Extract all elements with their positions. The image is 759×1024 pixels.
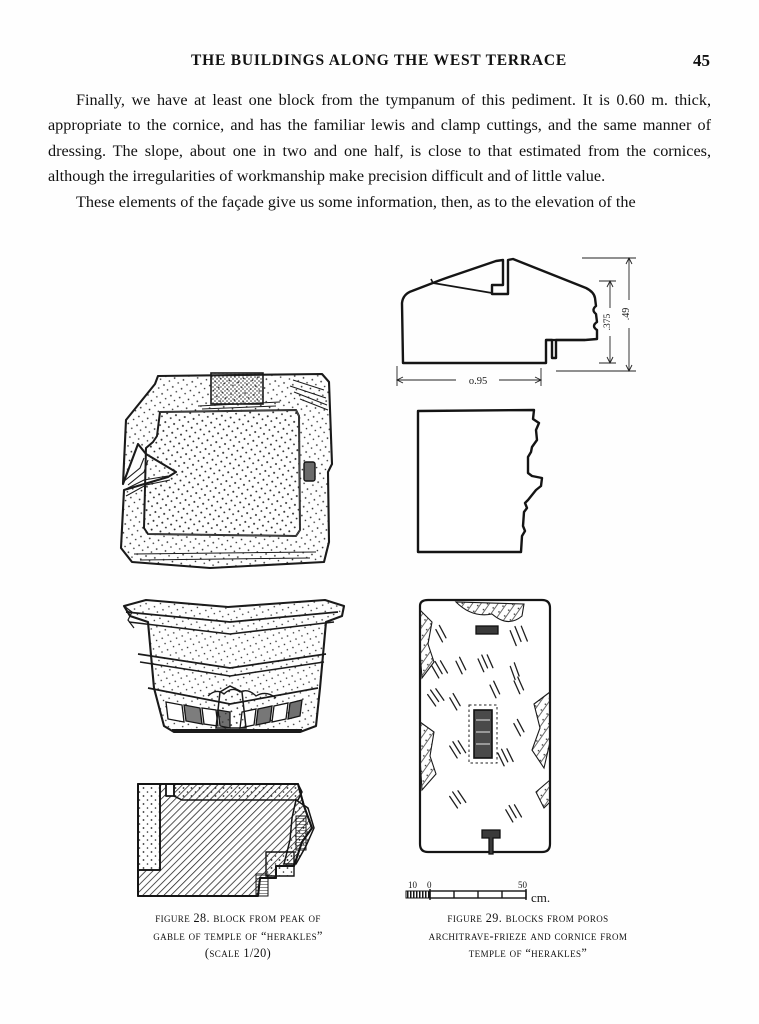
figure-28-block-plan-view xyxy=(110,372,355,577)
left-stippled-face xyxy=(138,784,160,870)
figure-29-caption xyxy=(378,910,678,963)
figure-29-caption-line-2: architrave-frieze and cornice from xyxy=(428,928,628,943)
section-hatched-body xyxy=(138,784,312,896)
mutule-block xyxy=(272,703,288,722)
figure-28-gable-peak-cornice xyxy=(120,592,352,752)
page-number: 45 xyxy=(693,51,710,70)
block-sunken-panel xyxy=(144,410,300,536)
scale-label-unit: cm. xyxy=(531,890,551,905)
bed-surface-drawing xyxy=(400,592,570,872)
profile-outline-path xyxy=(418,410,542,552)
cross-section-drawing xyxy=(126,770,344,902)
mutule-block xyxy=(184,705,202,724)
figure-28-caption xyxy=(88,910,388,963)
top-stippled-band xyxy=(174,784,302,800)
cornice-outline xyxy=(402,259,597,363)
lewis-slot-right xyxy=(304,462,315,481)
clamp-cutting-top xyxy=(211,373,263,404)
scale-bar-drawing xyxy=(398,878,573,908)
scale-label-zero: 0 xyxy=(427,880,432,890)
cornice-profile-drawing xyxy=(386,248,646,398)
running-head-title: THE BUILDINGS ALONG THE WEST TERRACE xyxy=(190,52,568,69)
block-plan-drawing xyxy=(110,372,355,577)
cornice-rake-line xyxy=(433,283,492,293)
scale-label-left: 10 xyxy=(408,880,417,890)
figure-29-block-profile-outline xyxy=(400,400,560,565)
figure-29-caption-line-3: temple of “herakles” xyxy=(468,946,588,960)
figure-28-caption-line-2: gable of temple of “herakles” xyxy=(153,928,323,943)
running-head xyxy=(48,52,710,74)
gable-peak-drawing xyxy=(120,592,352,752)
body-text xyxy=(48,88,711,215)
dim-label-width: o.95 xyxy=(468,376,488,387)
lewis-cutting-central xyxy=(474,710,492,758)
figure-28-caption-line-3: (scale 1/20) xyxy=(204,946,272,960)
mutule-block xyxy=(288,700,302,719)
figure-28-caption-line-1: figure 28. block from peak of xyxy=(155,911,321,925)
mutule-block xyxy=(256,706,272,725)
figure-29-cornice-profile-elevation xyxy=(386,248,646,398)
paragraph-2: These elements of the façade give us some information, then, as to the elevation of the xyxy=(76,192,636,211)
mutule-block xyxy=(166,702,184,722)
mutule-block xyxy=(202,708,218,726)
scale-label-right: 50 xyxy=(518,880,527,890)
figure-29-block-bed-surface xyxy=(400,592,570,872)
scale-segment-fine xyxy=(406,891,430,898)
scale-bar xyxy=(398,878,573,908)
clamp-cutting-upper xyxy=(476,626,498,634)
dim-label-height-outer: .49 xyxy=(621,307,632,321)
profile-outline-drawing xyxy=(400,400,560,565)
paragraph-1: Finally, we have at least one block from the tympanum of this pediment. It is 0.60 m. thick, appropriate to the cornice, and has the familiar lewis and clamp cuttings, and the same manner of dressing. The slope, about one in two and one half, is close to that estimated from the cornices, although the irregularities of workmanship make precision difficult and of little value. xyxy=(48,91,711,186)
dim-label-height-inner: .375 xyxy=(603,313,613,331)
figure-29-caption-line-1: figure 29. blocks from poros xyxy=(447,911,609,925)
figure-28-block-cross-section xyxy=(126,770,344,902)
lower-right-pocket xyxy=(266,852,294,876)
